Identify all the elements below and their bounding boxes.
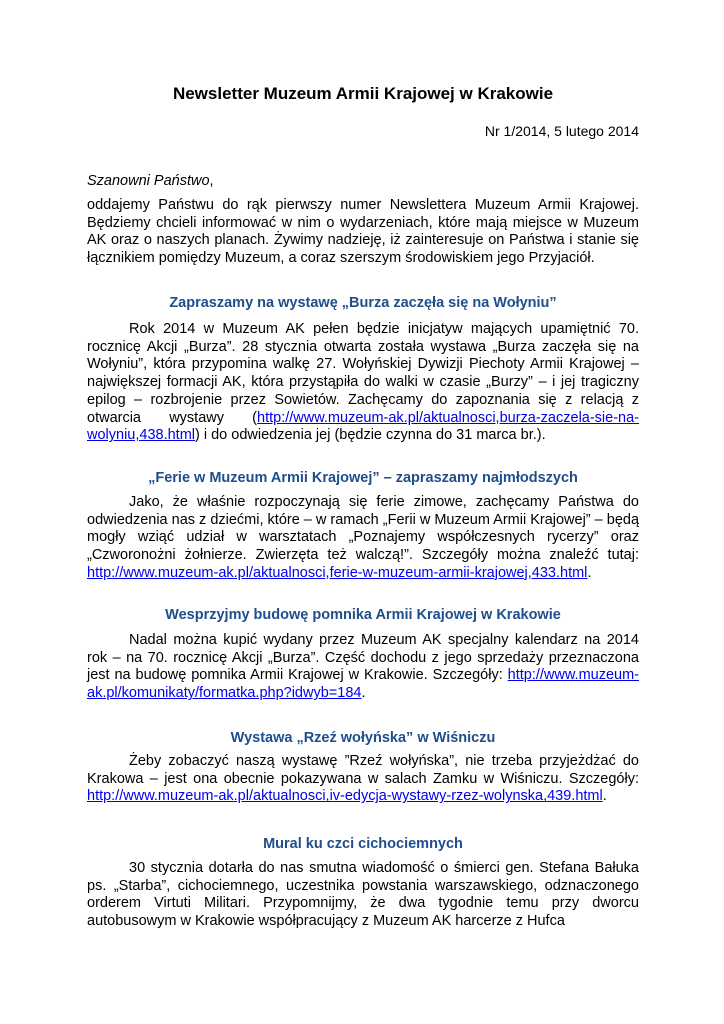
paragraph-text-end: . [602,788,607,805]
paragraph-text: Nadal można kupić wydany przez Muzeum AK specjalny kalendarz na 2014 rok – na 70. rocznicę Akcji „Burza”. Część dochodu z jego sprzedaży przeznaczona jest na budowę pomnika Armii Krajowej w Krakowie. Szczegóły: [87,632,639,684]
intro-block [87,197,639,268]
greeting [87,172,214,190]
greeting-text: Szanowni Państwo [87,173,210,189]
section-paragraph [87,321,639,445]
link-ferie[interactable]: http://www.muzeum-ak.pl/aktualnosci,ferie-w-muzeum-armii-krajowej,433.html [87,564,588,581]
paragraph-text-end: ) i do odwiedzenia jej (będzie czynna do 31 marca br.). [195,427,546,444]
section-paragraph [87,494,639,583]
paragraph-text: Jako, że właśnie rozpoczynają się ferie zimowe, zachęcamy Państwa do odwiedzenia nas z dziećmi, które – w ramach „Ferii w Muzeum Armii Krajowej” – będą mogły wziąć udział w warsztatach „Poznajemy współczesnych rycerzy” oraz „Czworonożni żołnierze. Zwierzęta też walczą!”. Szczegóły można znaleźć tutaj: [87,494,640,564]
paragraph-text-end: . [361,685,366,702]
section-paragraph [87,632,639,703]
paragraph-text: Żeby zobaczyć naszą wystawę ”Rzeź wołyńska”, nie trzeba przyjeżdżać do Krakowa – jest ona obecnie pokazywana w salach Zamku w Wiśniczu. Szczegóły: [87,753,639,787]
greeting-comma: , [209,173,214,189]
newsletter-title: Newsletter Muzeum Armii Krajowej w Krakowie [172,84,554,103]
paragraph-text: Rok 2014 w Muzeum AK pełen będzie inicjatyw mających upamiętnić 70. rocznicę Akcji „Burza”. 28 stycznia otwarta została wystawa „Burza zaczęła się na Wołyniu”, która przypomina walkę 27. Wołyńskiej Dywizji Piechoty Armii Krajowej – największej formacji AK, która przystąpiła do walki w czasie „Burzy” – i jej tragiczny epilog – rozbrojenie przez Sowietów. Zachęcamy do zapoznania się z relacją z otwarcia wystawy ( [87,321,639,426]
section-body-rzez [87,753,639,806]
section-body-pomnik [87,632,639,703]
section-paragraph [87,860,639,931]
section-heading-rzez: Wystawa „Rzeź wołyńska” w Wiśniczu [230,730,496,746]
section-heading-mural: Mural ku czci cichociemnych [263,836,463,852]
paragraph-text-end: . [587,564,592,581]
paragraph-text: 30 stycznia dotarła do nas smutna wiadomość o śmierci gen. Stefana Bałuka ps. „Starba”, cichociemnego, uczestnika powstania warszawskiego, odznaczonego orderem Virtuti Militari. Przypomnijmy, że dwa tygodnie temu przy dworcu autobusowym w Krakowie współpracujący z Muzeum AK harcerze z Hufca [87,860,639,930]
section-body-mural [87,860,639,931]
section-paragraph [87,753,639,806]
intro-paragraph: oddajemy Państwu do rąk pierwszy numer Newslettera Muzeum Armii Krajowej. Będziemy chcieli informować w nim o wydarzeniach, które mają miejsce w Muzeum AK oraz o naszych planach. Żywimy nadzieję, iż zainteresuje on Państwa i stanie się łącznikiem pomiędzy Muzeum, a coraz szerszym środowiskiem jego Przyjaciół. [87,197,639,267]
section-heading-burza: Zapraszamy na wystawę „Burza zaczęła się na Wołyniu” [169,295,557,311]
link-burza-exhibition[interactable]: http://www.muzeum-ak.pl/aktualnosci,burza-zaczela-sie-na-wolyniu,438.html [87,409,639,444]
section-body-burza [87,321,639,445]
section-heading-ferie: „Ferie w Muzeum Armii Krajowej” – zapraszamy najmłodszych [148,470,578,486]
section-body-ferie [87,494,639,583]
issue-number-date: Nr 1/2014, 5 lutego 2014 [484,123,639,139]
link-rzez-exhibition[interactable]: http://www.muzeum-ak.pl/aktualnosci,iv-edycja-wystawy-rzez-wolynska,439.html [87,788,603,805]
section-heading-pomnik: Wesprzyjmy budowę pomnika Armii Krajowej w Krakowie [165,607,561,623]
link-calendar[interactable]: http://www.muzeum-ak.pl/komunikaty/formatka.php?idwyb=184 [87,667,639,702]
